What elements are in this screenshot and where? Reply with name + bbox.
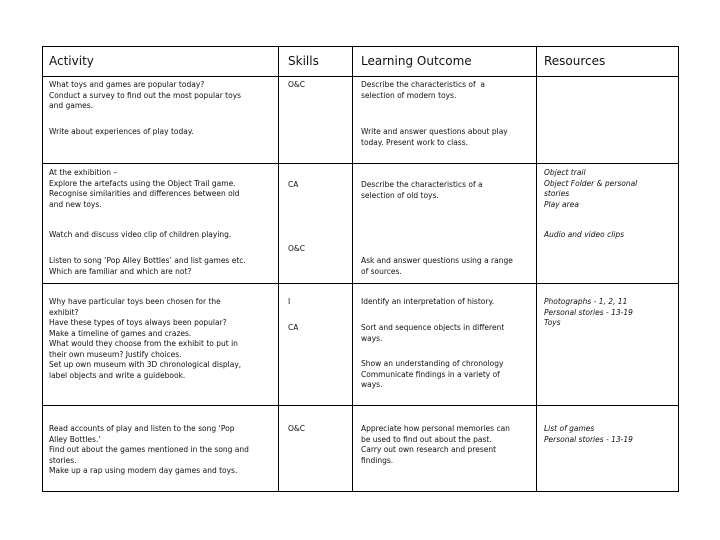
row3-activity-exhibit: Why have particular toys been chosen for the exhibit? Have these types of toys always been popular? Make a timeline of games and crazes. What would they choose from the exhibit to put in their own museum? Justify choices. Set up own museum with 3D chronological display, label objects and write a guidebook. (49, 297, 242, 380)
row4-resources: List of games Personal stories - 13-19 (544, 424, 633, 444)
lesson-plan-table (42, 46, 679, 492)
row2-outcome-sources: Ask and answer questions using a range of sources. (361, 256, 513, 276)
row3-skills-i: I (288, 297, 291, 306)
row1-skills: O&C (288, 80, 305, 89)
row2-skills-ca: CA (288, 180, 299, 189)
header-divider (43, 76, 678, 77)
row2-outcome-old-toys: Describe the characteristics of a selection of old toys. (361, 180, 483, 200)
row3-outcome-chronology: Show an understanding of chronology Communicate findings in a variety of ways. (361, 359, 504, 389)
row1-outcome-questions: Write and answer questions about play today. Present work to class. (361, 127, 508, 147)
header-resources: Resources (544, 54, 606, 68)
header-activity: Activity (49, 54, 94, 68)
column-divider-3 (536, 47, 537, 491)
row1-activity-write: Write about experiences of play today. (49, 127, 194, 136)
row4-skills: O&C (288, 424, 305, 433)
row4-activity-accounts: Read accounts of play and listen to the song ‘Pop Alley Bottles.’ Find out about the games mentioned in the song and stories. Make up a rap using modern day games and toys. (49, 424, 249, 475)
row1-activity-survey: What toys and games are popular today? Conduct a survey to find out the most popular toys and games. (49, 80, 242, 110)
row3-skills-ca: CA (288, 323, 299, 332)
header-learning-outcome: Learning Outcome (361, 54, 472, 68)
row-divider-3 (43, 405, 678, 406)
row4-outcome-memories: Appreciate how personal memories can be used to find out about the past. Carry out own research and present findings. (361, 424, 510, 465)
row1-outcome-modern-toys: Describe the characteristics of a selection of modern toys. (361, 80, 485, 100)
row-divider-1 (43, 163, 678, 164)
row2-activity-video: Watch and discuss video clip of children playing. (49, 230, 232, 239)
row2-resources-object-trail: Object trail Object Folder & personal stories Play area (544, 168, 638, 209)
row2-activity-exhibition: At the exhibition – Explore the artefacts using the Object Trail game. Recognise similarities and differences between old and new toys. (49, 168, 240, 209)
row2-skills-oc: O&C (288, 244, 305, 253)
column-divider-2 (352, 47, 353, 491)
row2-resources-audio-video: Audio and video clips (544, 230, 625, 239)
column-divider-1 (278, 47, 279, 491)
row3-outcome-sort: Sort and sequence objects in different ways. (361, 323, 505, 343)
row3-resources: Photographs - 1, 2, 11 Personal stories - 13-19 Toys (544, 297, 633, 327)
header-skills: Skills (288, 54, 319, 68)
row2-activity-song: Listen to song ‘Pop Alley Bottles’ and list games etc. Which are familiar and which are not? (49, 256, 246, 276)
row3-outcome-interpretation: Identify an interpretation of history. (361, 297, 495, 306)
row-divider-2 (43, 283, 678, 284)
